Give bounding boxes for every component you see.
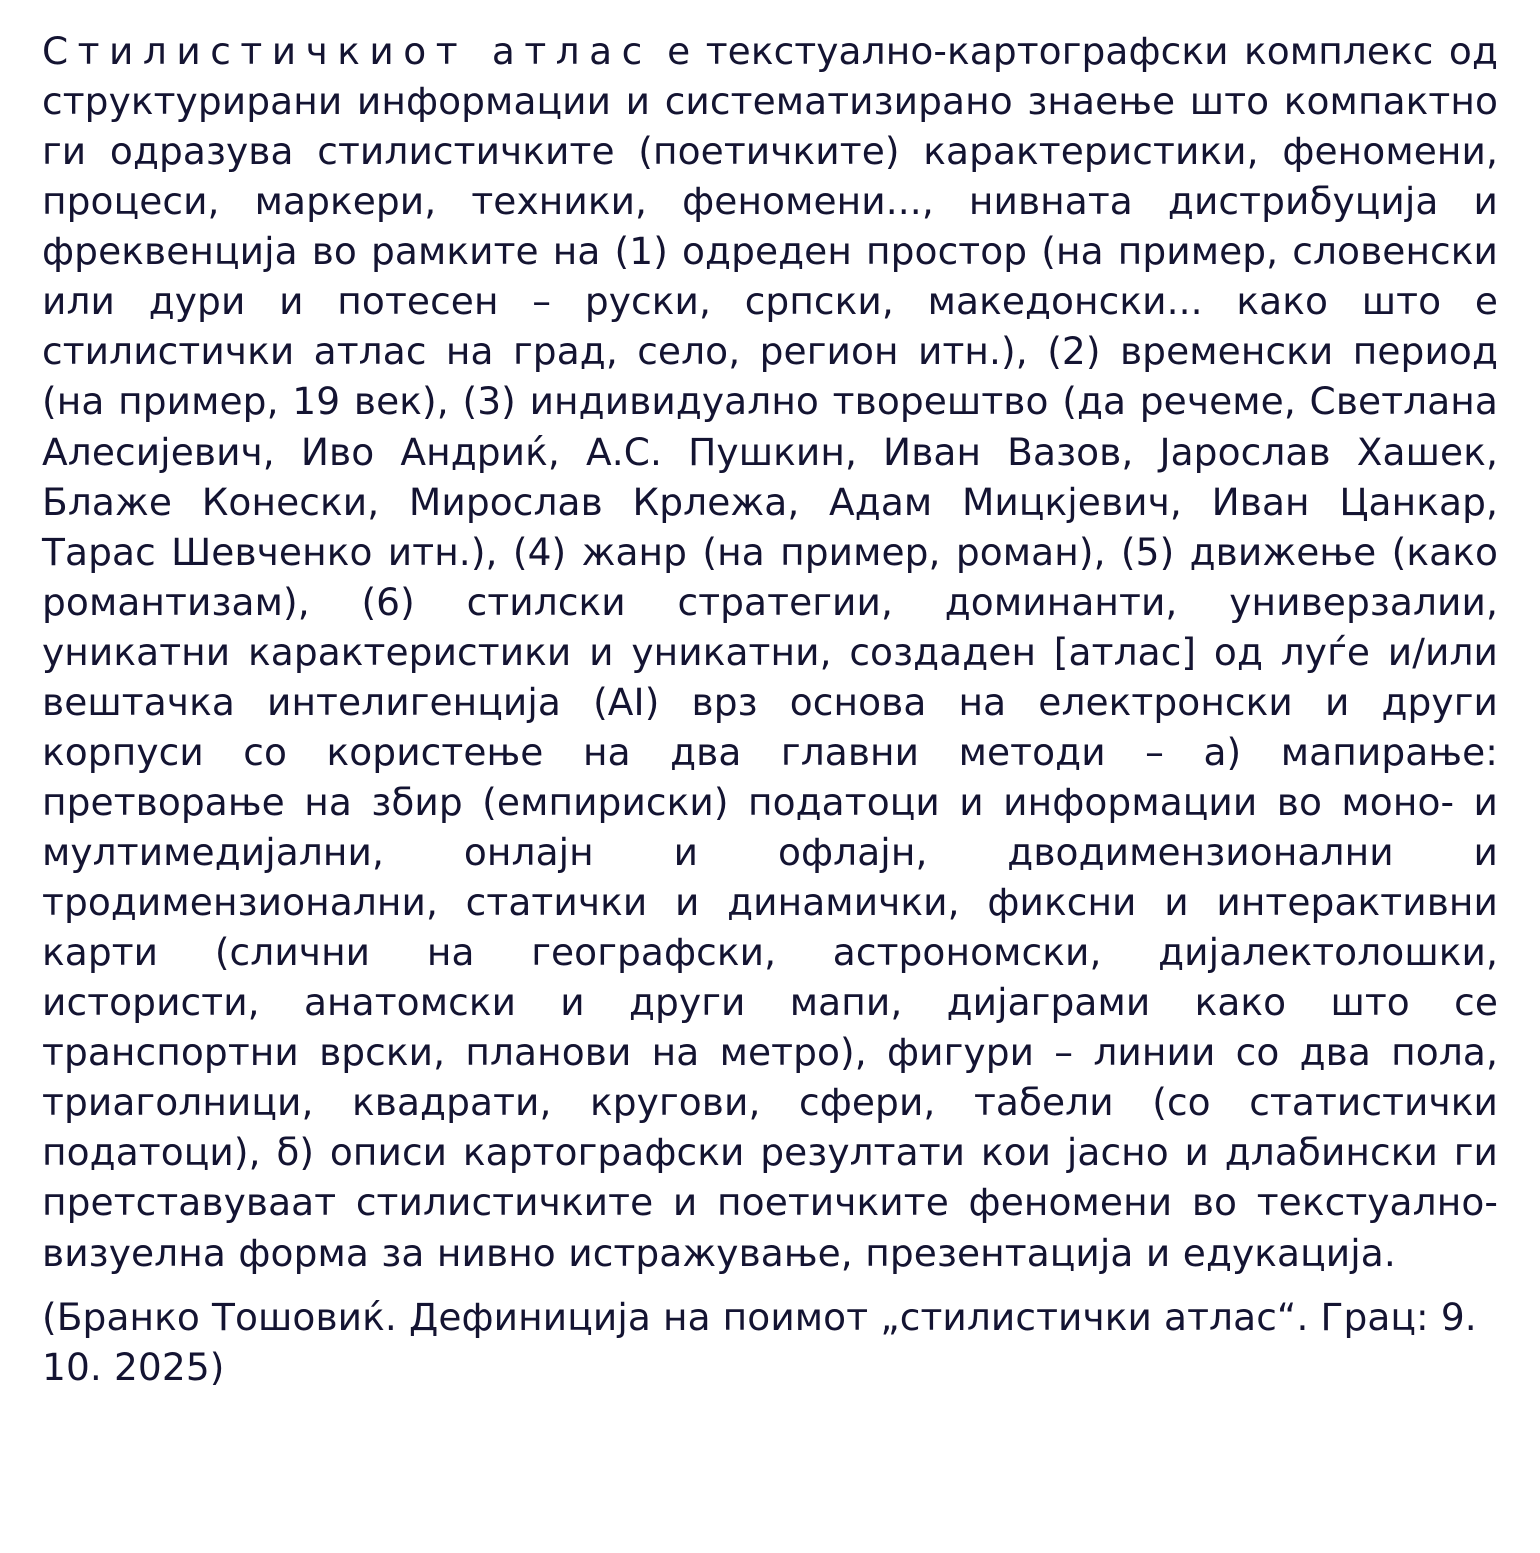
definition-body: е текстуално-картографски комплекс од структурирани информации и систематизирано знаење што компактно ги одразува стилистичките (поетичките) карактеристики, феномени, процеси, маркери, техники, феномени..., нивната дистрибуција и фреквенција во рамките на (1) одреден простор (на пример, словенски или дури и потесен – руски, српски, македонски... како што е стилистички атлас на град, село, регион итн.), (2) временски период (на пример, 19 век), (3) индивидуално творештво (да речеме, Светлана Алесијевич, Иво Андриќ, А.С. Пушкин, Иван Вазов, Јарослав Хашек, Блаже Конески, Мирослав Крлежа, Адам Мицкјевич, Иван Цанкар, Тарас Шевченко итн.), (4) жанр (на пример, роман), (5) движење (како романтизам), (6) стилски стратегии, доминанти, универзалии, уникатни карактеристики и уникатни, создаден [атлас] од луѓе и/или вештачка интелигенција (AI) врз основа на електронски и други корпуси со користење на два главни методи – а) мапирање: претворање на збир (емпириски) податоци и информации во моно- и мултимедијални, онлајн и офлајн, дводимензионални и тродимензионални, статички и динамички, фиксни и интерактивни карти (слични на географски, астрономски, дијалектолошки, истористи, анатомски и други мапи, дијаграми како што се транспортни врски, планови на метро), фигури – линии со два пола, триаголници, квадрати, кругови, сфери, табели (со статистички податоци), б) описи картографски резултати кои јасно и длабински ги претставуваат стилистичките и поетичките феномени во текстуално-визуелна форма за нивно истражување, презентација и едукација.: [42, 29, 1498, 1275]
definition-paragraph: [42, 26, 1498, 1278]
defined-term: Стилистичкиот атлас: [42, 29, 652, 73]
citation-paragraph: (Бранко Тошовиќ. Дефиниција на поимот „стилистички атлас“. Грац: 9. 10. 2025): [42, 1294, 1477, 1389]
